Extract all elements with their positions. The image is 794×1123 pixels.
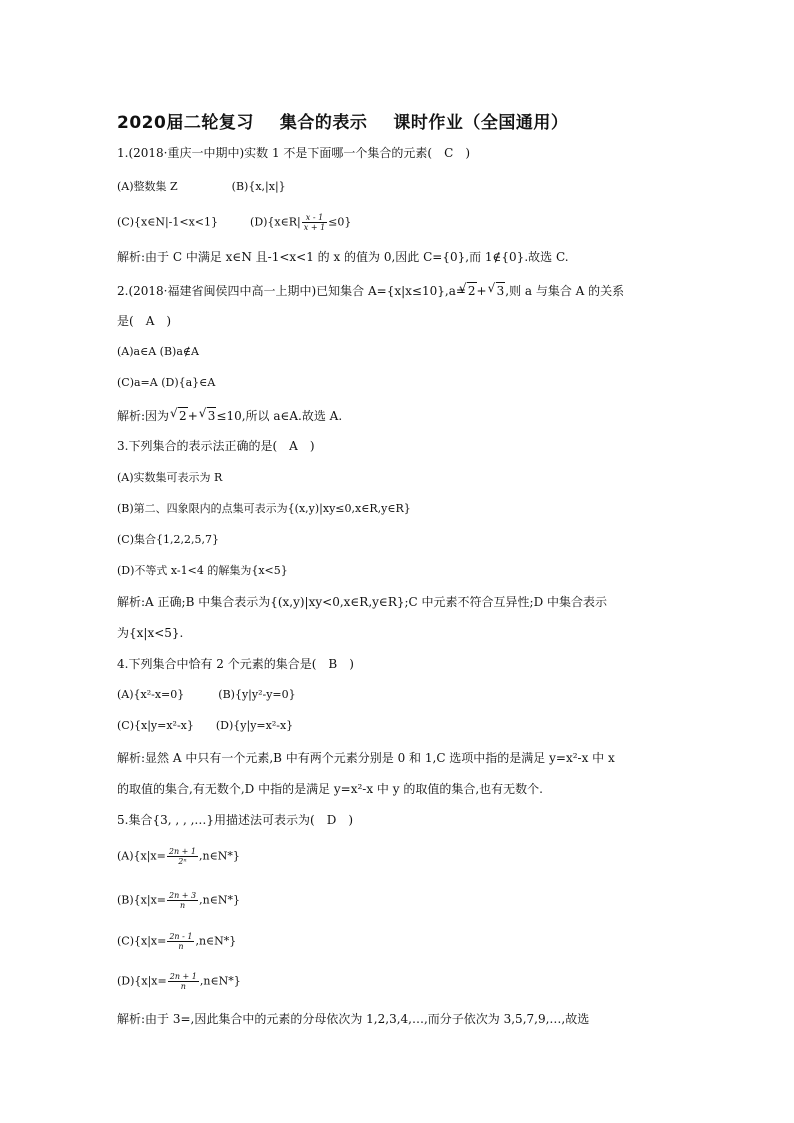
q5-option-c-post: ,n∈N*}	[195, 934, 237, 948]
q1-answer: C	[444, 146, 454, 160]
q3-analysis-line2: 为{x|x<5}.	[117, 626, 184, 640]
page-title	[117, 108, 594, 133]
q2-stem-pre: 2.(2018·福建省闽侯四中高一上期中)已知集合 A={x|x≤10},a=	[117, 284, 466, 298]
q5-option-d-denominator: n	[180, 982, 186, 991]
q1-option-b: (B){x,|x|}	[231, 180, 286, 193]
q4-analysis-line1: 解析:显然 A 中只有一个元素,B 中有两个元素分别是 0 和 1,C 选项中指的是满足 y=x²-x 中 x	[117, 751, 615, 765]
q2-analysis-sqrt-3: √ 3	[207, 407, 217, 424]
q4-stem	[117, 656, 354, 672]
q4-stem-text: 4.下列集合中恰有 2 个元素的集合是(	[117, 657, 317, 671]
q3-option-d: (D)不等式 x-1<4 的解集为{x<5}	[117, 564, 288, 577]
q5-option-a-fraction	[167, 847, 198, 866]
q5-stem-text: 5.集合{3, , , ,…}用描述法可表示为(	[117, 813, 315, 827]
q3-analysis-line1: 解析:A 正确;B 中集合表示为{(x,y)|xy<0,x∈R,y∈R};C 中元素不符合互异性;D 中集合表示	[117, 595, 608, 609]
q4-answer: B	[328, 657, 338, 671]
q4-options-cd	[117, 718, 293, 734]
q5-option-d-post: ,n∈N*}	[199, 974, 241, 988]
q5-option-a-post: ,n∈N*}	[198, 849, 240, 863]
q5-option-b-fraction	[167, 891, 198, 910]
q3-option-b: (B)第二、四象限内的点集可表示为{(x,y)|xy≤0,x∈R,y∈R}	[117, 502, 411, 515]
q1-option-d-pre: (D){x∈R|	[250, 215, 301, 229]
title-part-2: 集合的表示	[279, 113, 368, 133]
q1-option-c: (C){x∈N|-1<x<1}	[117, 215, 219, 229]
q2-stem-line2-text: 是(	[117, 314, 134, 328]
q1-options-ab	[117, 179, 286, 195]
q5-option-c-pre: (C){x|x=	[117, 934, 167, 948]
q5-option-a-numerator: 2n + 1	[168, 847, 196, 856]
q5-stem	[117, 812, 353, 828]
q5-option-c-denominator: n	[178, 942, 184, 951]
q4-option-c: (C){x|y=x²-x}	[117, 719, 194, 732]
q4-analysis-line2: 的取值的集合,有无数个,D 中指的是满足 y=x²-x 中 y 的取值的集合,也有无数个.	[117, 782, 543, 796]
q5-option-a	[117, 847, 240, 866]
q5-option-c-fraction	[167, 932, 194, 951]
q2-analysis-sqrt-2: √ 2	[178, 407, 188, 424]
q1-close: )	[465, 146, 470, 160]
q3-option-c: (C)集合{1,2,2,5,7}	[117, 533, 219, 546]
q5-option-a-pre: (A){x|x=	[117, 849, 166, 863]
q1-stem-text: 1.(2018·重庆一中期中)实数 1 不是下面哪一个集合的元素(	[117, 146, 433, 160]
q2-plus: +	[476, 284, 487, 298]
q5-option-a-denominator: 2ⁿ	[178, 857, 187, 866]
q5-option-b-denominator: n	[179, 901, 186, 910]
q4-option-d: (D){y|y=x²-x}	[215, 719, 294, 732]
q2-analysis-pre: 解析:因为	[117, 409, 170, 423]
q2-analysis-post: ≤10,所以 a∈A.故选 A.	[216, 409, 343, 423]
q2-stem-post: ,则 a 与集合 A 的关系	[505, 284, 625, 298]
q5-option-d-pre: (D){x|x=	[117, 974, 167, 988]
q5-close: )	[348, 813, 354, 827]
q5-answer: D	[326, 813, 337, 827]
q5-option-d-numerator: 2n + 1	[169, 972, 197, 981]
q5-option-b-pre: (B){x|x=	[117, 893, 166, 907]
q4-options-ab	[117, 687, 296, 703]
q2-options-cd: (C)a=A (D){a}∈A	[117, 376, 216, 389]
q1-option-d-denominator: x + 1	[303, 223, 326, 232]
q3-stem	[117, 438, 315, 454]
q5-option-b-post: ,n∈N*}	[199, 893, 240, 907]
q1-option-d-numerator: x - 1	[302, 213, 327, 223]
q5-option-b	[117, 891, 240, 910]
q4-close: )	[349, 657, 354, 671]
q2-answer: A	[145, 314, 155, 328]
q1-stem	[117, 145, 470, 161]
q2-sqrt-3: √ 3	[496, 282, 506, 299]
q1-analysis: 解析:由于 C 中满足 x∈N 且-1<x<1 的 x 的值为 0,因此 C={0},而 1∉{0}.故选 C.	[117, 250, 569, 264]
q3-close: )	[309, 439, 315, 453]
q1-option-d-post: ≤0}	[328, 215, 352, 229]
q4-option-b: (B){y|y²-y=0}	[218, 688, 296, 701]
q2-options-ab: (A)a∈A (B)a∉A	[117, 345, 199, 358]
q5-option-c	[117, 932, 236, 951]
q2-close: )	[166, 314, 172, 328]
q2-analysis	[117, 407, 342, 424]
q1-option-d-fraction	[302, 213, 327, 232]
q5-option-b-numerator: 2n + 3	[169, 891, 197, 900]
q2-stem-line2	[117, 313, 171, 329]
q2-stem	[117, 282, 624, 299]
title-part-3: 课时作业（全国通用）	[393, 113, 569, 133]
q2-sqrt-2: √ 2	[467, 282, 477, 299]
q5-option-c-numerator: 2n - 1	[169, 932, 193, 941]
q5-option-d-fraction	[168, 972, 199, 991]
q1-options-cd	[117, 213, 351, 232]
q2-analysis-plus: +	[187, 409, 198, 423]
q1-option-a: (A)整数集 Z	[117, 180, 178, 193]
title-part-1: 2020届二轮复习	[117, 113, 254, 133]
q3-option-a: (A)实数集可表示为 R	[117, 471, 223, 484]
q3-answer: A	[289, 439, 298, 453]
q5-option-d	[117, 972, 241, 991]
q5-analysis: 解析:由于 3=,因此集合中的元素的分母依次为 1,2,3,4,…,而分子依次为 3,5,7,9,…,故选	[117, 1012, 590, 1026]
q3-stem-text: 3.下列集合的表示法正确的是(	[117, 439, 278, 453]
q4-option-a: (A){x²-x=0}	[117, 688, 185, 701]
